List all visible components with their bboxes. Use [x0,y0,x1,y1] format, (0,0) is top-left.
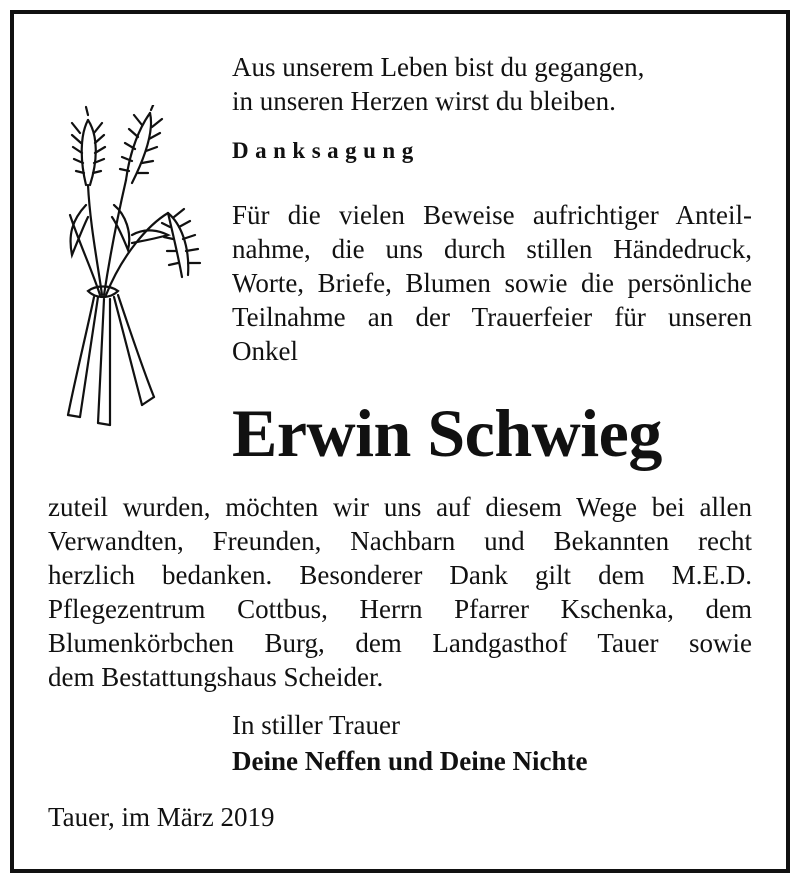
intro-line: Onkel [232,336,298,366]
intro-line: nahme, die uns durch stillen Händedruck, [232,234,752,264]
poem-line: in unseren Herzen wirst du bleiben. [232,86,616,116]
body-line: dem Bestattungshaus Scheider. [48,662,384,692]
deceased-name: Erwin Schwieg [232,395,662,471]
closing-phrase: In stiller Trauer [232,710,400,740]
intro-line: Teilnahme an der Trauerfeier für unseren [232,302,752,332]
wheat-sheaf-icon [50,105,210,430]
signature: Deine Neffen und Deine Nichte [232,746,588,776]
poem-line: Aus unserem Leben bist du gegangen, [232,52,645,82]
heading-danksagung: Danksagung [232,138,420,163]
body-line: Pflegezentrum Cottbus, Herrn Pfarrer Kschenka, dem [48,594,752,624]
body-line: Verwandten, Freunden, Nachbarn und Bekannten recht [48,526,752,556]
intro-paragraph [232,198,752,368]
body-paragraph [48,490,752,694]
poem-verse [232,50,644,118]
intro-line: Worte, Briefe, Blumen sowie die persönliche [232,268,752,298]
place-date: Tauer, im März 2019 [48,802,275,832]
intro-line: Für die vielen Beweise aufrichtiger Anteil- [232,200,752,230]
body-line: Blumenkörbchen Burg, dem Landgasthof Tauer sowie [48,628,752,658]
body-line: zuteil wurden, möchten wir uns auf diesem Wege bei allen [48,492,752,522]
body-line: herzlich bedanken. Besonderer Dank gilt dem M.E.D. [48,560,752,590]
